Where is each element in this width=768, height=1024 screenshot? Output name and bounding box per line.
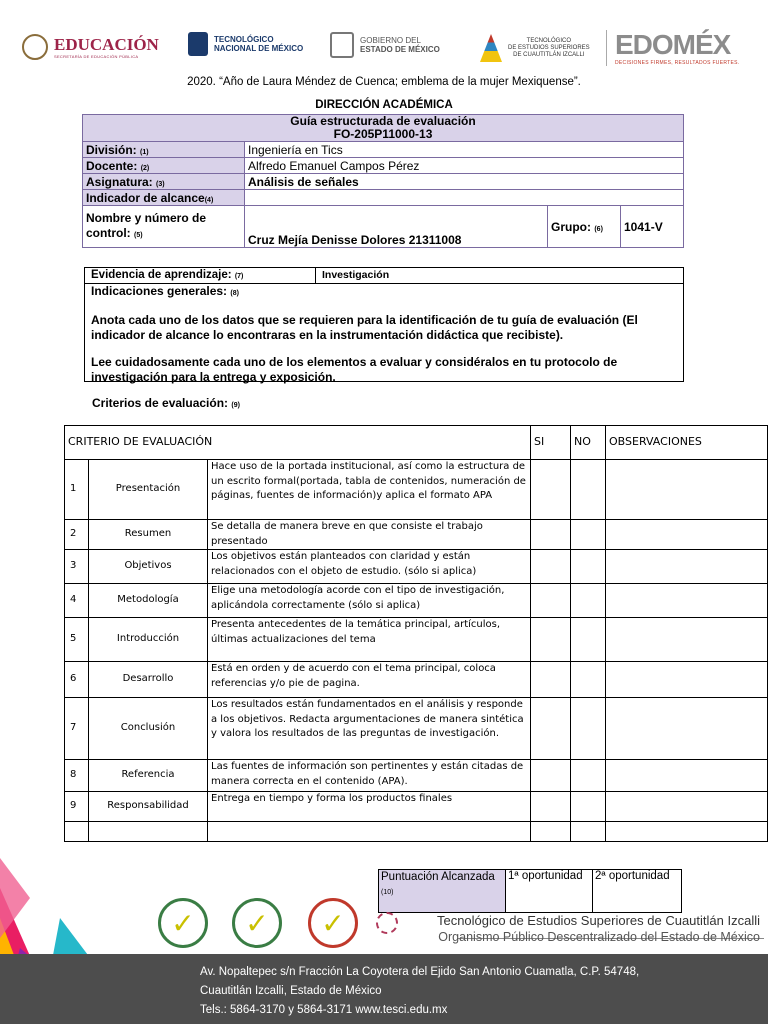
second-opportunity-header: 2ª oportunidad [593,870,682,913]
educacion-logo-text: EDUCACIÓN [54,34,159,54]
criteria-header: CRITERIO DE EVALUACIÓN [65,426,531,460]
tecnm-line2: NACIONAL DE MÉXICO [214,44,304,53]
criteria-number: 9 [65,792,89,822]
coat-of-arms-icon [330,32,354,58]
criteria-name: Presentación [89,460,208,520]
tesci-icon [480,34,502,62]
tesci-divider [606,30,607,66]
nombre-label: Nombre y número de control: [86,210,207,240]
si-checkbox-cell[interactable] [531,550,571,584]
division-label-cell [83,142,245,158]
iso-certified-icon: ✓ [158,898,208,948]
observaciones-cell[interactable] [606,584,768,618]
footer-institution-name: Tecnológico de Estudios Superiores de Cuautitlán Izcalli [436,913,760,928]
no-checkbox-cell[interactable] [571,760,606,792]
observaciones-cell[interactable] [606,550,768,584]
gobierno-line1: GOBIERNO DEL [360,36,421,45]
guide-title-cell [83,115,684,142]
tecnm-logo [188,32,303,56]
observaciones-cell[interactable] [606,698,768,760]
criteria-row [65,584,768,618]
criteria-table [64,425,768,842]
observaciones-cell[interactable] [606,618,768,662]
no-checkbox-cell[interactable] [571,792,606,822]
grupo-label-cell [548,206,621,248]
iso-14001-certified-icon: ✓ [308,898,358,948]
score-num: (10) [381,889,394,896]
criteria-heading [92,396,240,410]
footer-organism: Organismo Público Descentralizado del Estado de México [438,930,760,944]
address-line-2: Cuautitlán Izcalli, Estado de México [200,985,382,997]
criteria-row [65,550,768,584]
criteria-row [65,460,768,520]
no-checkbox-cell[interactable] [571,698,606,760]
seal-icon [22,34,48,60]
criteria-description: Las fuentes de información son pertinentes y están citadas de manera correcta en el contenido (APA). [208,760,531,792]
criteria-name: Conclusión [89,698,208,760]
indications-label: Indicaciones generales: [91,284,228,298]
evidence-num: (7) [234,273,244,280]
criteria-row [65,822,768,842]
division-num: (1) [140,148,149,156]
asignatura-value[interactable]: Análisis de señales [245,174,684,190]
grupo-value[interactable]: 1041-V [621,206,684,248]
observaciones-cell[interactable] [606,792,768,822]
si-checkbox-cell[interactable] [531,584,571,618]
criteria-description: Entrega en tiempo y forma los productos finales [208,792,531,822]
guide-code: FO-205P11000-13 [333,127,433,141]
no-checkbox-cell[interactable] [571,662,606,698]
criteria-row [65,698,768,760]
evidence-value[interactable]: Investigación [322,269,390,281]
address-line-1: Av. Nopaltepec s/n Fracción La Coyotera del Ejido San Antonio Cuamatla, C.P. 54748, [200,966,640,978]
gobierno-line2: ESTADO DE MÉXICO [360,45,440,54]
criteria-number: 2 [65,520,89,550]
no-header: NO [571,426,606,460]
criteria-number: 8 [65,760,89,792]
guide-title: Guía estructurada de evaluación [290,114,476,128]
si-checkbox-cell[interactable] [531,822,571,842]
no-checkbox-cell[interactable] [571,520,606,550]
criteria-description: Elige una metodología acorde con el tipo de investigación, aplicándola correctamente (sólo si aplica) [208,584,531,618]
first-opportunity-header: 1ª oportunidad [506,870,593,913]
footer-address [200,963,639,1020]
criteria-description: Los objetivos están planteados con claridad y están relacionados con el objeto de estudio. (sólo si aplica) [208,550,531,584]
criteria-row [65,662,768,698]
criteria-description: Hace uso de la portada institucional, así como la estructura de un escrito formal(portada, tabla de contenidos, numeración de páginas, fuentes de información)y aplica el formato APA [208,460,531,520]
criteria-num: (9) [231,402,240,409]
edomex-logo-sub: DECISIONES FIRMES, RESULTADOS FUERTES. [615,60,740,66]
division-value[interactable]: Ingeniería en Tics [245,142,684,158]
criteria-name: Responsabilidad [89,792,208,822]
indications-paragraph-2: Lee cuidadosamente cada uno de los elementos a evaluar y considéralos en tu protocolo de investigación para la entrega y exposición. [91,355,618,384]
edomex-logo-text: EDOMÉX [615,29,731,60]
criteria-name: Resumen [89,520,208,550]
asignatura-label-cell [83,174,245,190]
tecnm-icon [188,32,208,56]
grupo-label: Grupo: [551,219,591,234]
address-line-3: Tels.: 5864-3170 y 5864-3171 www.tesci.edu.mx [200,1004,448,1016]
nombre-value[interactable]: Cruz Mejía Denisse Dolores 21311008 [245,206,548,248]
indications-paragraph-1: Anota cada uno de los datos que se requieren para la identificación de tu guía de evaluación (El indicador de alcance lo encontraras en la instrumentación didáctica que recibiste). [91,313,638,342]
criteria-row [65,618,768,662]
evidence-label-cell [85,268,316,283]
criteria-number [65,822,89,842]
criteria-number: 5 [65,618,89,662]
criteria-name [89,822,208,842]
si-checkbox-cell[interactable] [531,662,571,698]
criteria-row [65,520,768,550]
no-checkbox-cell[interactable] [571,618,606,662]
criteria-name: Referencia [89,760,208,792]
observaciones-cell[interactable] [606,760,768,792]
criteria-row [65,792,768,822]
asignatura-label: Asignatura: [86,174,153,189]
evidence-label: Evidencia de aprendizaje: [91,269,232,281]
docente-num: (2) [140,164,150,172]
si-checkbox-cell[interactable] [531,698,571,760]
indications-block [85,284,683,385]
criteria-number: 3 [65,550,89,584]
criteria-name: Desarrollo [89,662,208,698]
grupo-num: (6) [594,225,603,233]
criteria-name: Introducción [89,618,208,662]
educacion-logo-sub: SECRETARÍA DE EDUCACIÓN PÚBLICA [54,53,139,59]
indicador-label-cell [83,190,245,206]
tesci-logo [480,30,607,66]
score-label-cell [379,870,506,913]
evidence-row [85,268,683,284]
observaciones-cell[interactable] [606,662,768,698]
criteria-number: 4 [65,584,89,618]
docente-value[interactable]: Alfredo Emanuel Campos Pérez [245,158,684,174]
no-checkbox-cell[interactable] [571,584,606,618]
no-checkbox-cell[interactable] [571,550,606,584]
si-header: SI [531,426,571,460]
nombre-label-cell [83,206,245,248]
tesci-line3: DE CUAUTITLÁN IZCALLI [513,51,585,58]
tecnm-line1: TECNOLÓGICO [214,35,274,44]
criteria-description: Los resultados están fundamentados en el análisis y responde a los objetivos. Redacta argumentaciones de manera sintética y valora los resultados de las preguntas de investigación. [208,698,531,760]
nombre-num: (5) [134,231,143,239]
criteria-name: Metodología [89,584,208,618]
observaciones-cell[interactable] [606,822,768,842]
asignatura-num: (3) [156,180,165,188]
si-checkbox-cell[interactable] [531,520,571,550]
indicador-value[interactable] [245,190,684,206]
no-checkbox-cell[interactable] [571,460,606,520]
direccion-heading: DIRECCIÓN ACADÉMICA [315,99,453,111]
no-checkbox-cell[interactable] [571,822,606,842]
criteria-row [65,760,768,792]
si-checkbox-cell[interactable] [531,460,571,520]
indications-heading [91,284,677,301]
iso-9001-certified-icon: ✓ [232,898,282,948]
criteria-description: Está en orden y de acuerdo con el tema principal, coloca referencias y/o pie de pagina. [208,662,531,698]
criteria-number: 1 [65,460,89,520]
criteria-description: Presenta antecedentes de la temática principal, artículos, últimas actualizaciones del tema [208,618,531,662]
indications-num: (8) [230,290,239,297]
tesci-line1: TECNOLÓGICO [526,37,572,44]
edomex-logo [615,30,739,66]
observaciones-header: OBSERVACIONES [606,426,768,460]
indicador-label: Indicador de alcance [86,190,205,205]
gender-equality-icon [376,912,398,934]
observaciones-cell[interactable] [606,520,768,550]
criteria-description [208,822,531,842]
evidence-box [84,267,684,382]
si-checkbox-cell[interactable] [531,618,571,662]
si-checkbox-cell[interactable] [531,792,571,822]
criteria-number: 6 [65,662,89,698]
docente-label: Docente: [86,158,138,173]
score-label: Puntuación Alcanzada [381,871,495,883]
gobierno-logo [330,32,440,58]
si-checkbox-cell[interactable] [531,760,571,792]
docente-label-cell [83,158,245,174]
year-motto: 2020. “Año de Laura Méndez de Cuenca; emblema de la mujer Mexiquense”. [187,76,581,88]
observaciones-cell[interactable] [606,460,768,520]
criteria-description: Se detalla de manera breve en que consiste el trabajo presentado [208,520,531,550]
division-label: División: [86,142,137,157]
score-table [378,869,682,913]
criteria-number: 7 [65,698,89,760]
criteria-name: Objetivos [89,550,208,584]
sep-logo [22,32,162,62]
indicador-num: (4) [204,196,214,204]
tesci-line2: DE ESTUDIOS SUPERIORES [508,44,590,51]
criteria-label: Criterios de evaluación: [92,396,229,410]
criteria-header-row [65,426,768,460]
guide-info-table [82,114,684,248]
